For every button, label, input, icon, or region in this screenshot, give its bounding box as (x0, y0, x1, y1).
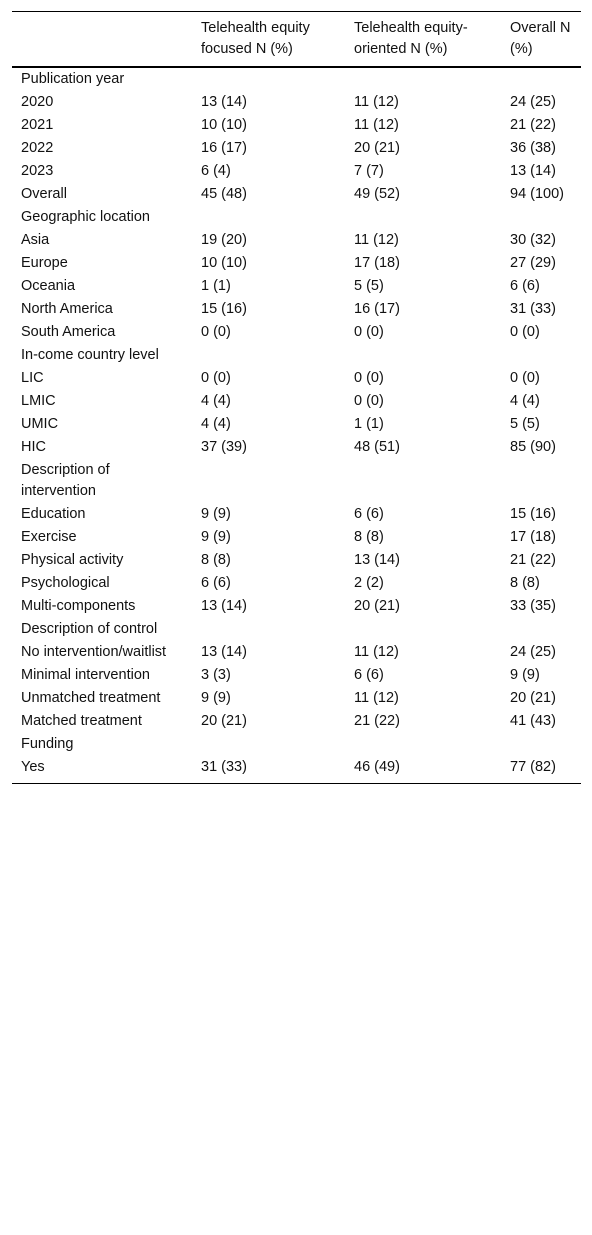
row-label-cell: Unmatched treatment (21, 690, 161, 706)
row-label-cell: 2021 (21, 117, 54, 133)
overall-value-cell: 27 (29) (510, 255, 556, 271)
overall-value-cell: 4 (4) (510, 393, 540, 409)
focused-value-cell: 9 (9) (201, 690, 231, 706)
section-label: Description of control (21, 621, 158, 637)
empty-cell (345, 206, 501, 229)
row-label-cell: Europe (21, 255, 68, 271)
focused-value-cell: 4 (4) (201, 416, 231, 432)
row-label-cell: 2022 (21, 140, 54, 156)
table-row (12, 756, 581, 784)
focused-value-cell: 13 (14) (201, 598, 247, 614)
empty-cell (345, 67, 501, 91)
table-body (12, 67, 581, 784)
focused-value-cell: 37 (39) (201, 439, 247, 455)
section-header-row (12, 67, 581, 91)
header-cell-overall: Overall N (%) (510, 20, 571, 57)
row-label-cell: Asia (21, 232, 50, 248)
focused-value-cell: 3 (3) (201, 667, 231, 683)
table-row (12, 436, 581, 459)
focused-value-cell: 0 (0) (201, 324, 231, 340)
section-header-row (12, 618, 581, 641)
focused-value-cell: 6 (6) (201, 575, 231, 591)
oriented-value-cell: 1 (1) (354, 416, 384, 432)
overall-value-cell: 85 (90) (510, 439, 556, 455)
oriented-value-cell: 11 (12) (354, 117, 399, 133)
focused-value-cell: 45 (48) (201, 186, 247, 202)
table-row (12, 390, 581, 413)
focused-value-cell: 13 (14) (201, 644, 247, 660)
table-row (12, 321, 581, 344)
oriented-value-cell: 13 (14) (354, 552, 400, 568)
row-label-cell: UMIC (21, 416, 59, 432)
empty-cell (192, 67, 345, 91)
section-header-row (12, 459, 581, 503)
overall-value-cell: 6 (6) (510, 278, 540, 294)
empty-cell (501, 206, 581, 229)
row-label-cell: Oceania (21, 278, 76, 294)
header-cell-focused: Telehealth equity focused N (%) (201, 20, 310, 57)
oriented-value-cell: 48 (51) (354, 439, 400, 455)
oriented-value-cell: 0 (0) (354, 393, 384, 409)
overall-value-cell: 5 (5) (510, 416, 540, 432)
empty-cell (501, 344, 581, 367)
section-label: Description of intervention (21, 462, 110, 499)
oriented-value-cell: 49 (52) (354, 186, 400, 202)
overall-value-cell: 21 (22) (510, 117, 556, 133)
row-label-cell: Psychological (21, 575, 110, 591)
table-row (12, 549, 581, 572)
section-header-row (12, 733, 581, 756)
table-row (12, 710, 581, 733)
focused-value-cell: 15 (16) (201, 301, 247, 317)
overall-value-cell: 13 (14) (510, 163, 556, 179)
oriented-value-cell: 20 (21) (354, 598, 400, 614)
row-label-cell: North America (21, 301, 113, 317)
overall-value-cell: 21 (22) (510, 552, 556, 568)
table-row (12, 367, 581, 390)
row-label-cell: 2020 (21, 94, 54, 110)
table-row (12, 137, 581, 160)
focused-value-cell: 1 (1) (201, 278, 231, 294)
header-cell-empty (12, 12, 192, 68)
overall-value-cell: 0 (0) (510, 370, 540, 386)
empty-cell (345, 459, 501, 503)
table-row (12, 572, 581, 595)
focused-value-cell: 31 (33) (201, 759, 247, 775)
row-label-cell: No intervention/waitlist (21, 644, 167, 660)
oriented-value-cell: 2 (2) (354, 575, 384, 591)
focused-value-cell: 4 (4) (201, 393, 231, 409)
overall-value-cell: 77 (82) (510, 759, 556, 775)
table-row (12, 275, 581, 298)
empty-cell (501, 67, 581, 91)
focused-value-cell: 9 (9) (201, 506, 231, 522)
row-label-cell: Education (21, 506, 86, 522)
oriented-value-cell: 17 (18) (354, 255, 400, 271)
section-label: Publication year (21, 71, 125, 87)
empty-cell (192, 459, 345, 503)
row-label-cell: Multi-components (21, 598, 136, 614)
table-row (12, 687, 581, 710)
section-label: In-come country level (21, 347, 159, 363)
overall-value-cell: 94 (100) (510, 186, 565, 202)
oriented-value-cell: 20 (21) (354, 140, 400, 156)
overall-value-cell: 33 (35) (510, 598, 556, 614)
section-header-row (12, 206, 581, 229)
focused-value-cell: 16 (17) (201, 140, 247, 156)
row-label-cell: Minimal intervention (21, 667, 150, 683)
oriented-value-cell: 0 (0) (354, 324, 384, 340)
table-row (12, 229, 581, 252)
focused-value-cell: 20 (21) (201, 713, 247, 729)
oriented-value-cell: 11 (12) (354, 94, 399, 110)
table-row (12, 503, 581, 526)
row-label-cell: Exercise (21, 529, 77, 545)
oriented-value-cell: 8 (8) (354, 529, 384, 545)
table-row (12, 91, 581, 114)
section-header-row (12, 344, 581, 367)
table-row (12, 595, 581, 618)
overall-value-cell: 36 (38) (510, 140, 556, 156)
overall-value-cell: 31 (33) (510, 301, 556, 317)
oriented-value-cell: 46 (49) (354, 759, 400, 775)
overall-value-cell: 15 (16) (510, 506, 556, 522)
oriented-value-cell: 11 (12) (354, 690, 399, 706)
oriented-value-cell: 7 (7) (354, 163, 384, 179)
section-label: Funding (21, 736, 74, 752)
table-row (12, 413, 581, 436)
oriented-value-cell: 11 (12) (354, 644, 399, 660)
table-row (12, 664, 581, 687)
row-label-cell: LIC (21, 370, 44, 386)
row-label-cell: South America (21, 324, 116, 340)
empty-cell (192, 733, 345, 756)
oriented-value-cell: 6 (6) (354, 506, 384, 522)
focused-value-cell: 8 (8) (201, 552, 231, 568)
overall-value-cell: 30 (32) (510, 232, 556, 248)
focused-value-cell: 9 (9) (201, 529, 231, 545)
oriented-value-cell: 5 (5) (354, 278, 384, 294)
overall-value-cell: 8 (8) (510, 575, 540, 591)
empty-cell (345, 344, 501, 367)
oriented-value-cell: 21 (22) (354, 713, 400, 729)
row-label-cell: Yes (21, 759, 45, 775)
focused-value-cell: 0 (0) (201, 370, 231, 386)
focused-value-cell: 10 (10) (201, 117, 247, 133)
empty-cell (345, 618, 501, 641)
focused-value-cell: 10 (10) (201, 255, 247, 271)
table-row (12, 252, 581, 275)
row-label-cell: LMIC (21, 393, 56, 409)
empty-cell (192, 344, 345, 367)
table-row (12, 526, 581, 549)
overall-value-cell: 24 (25) (510, 94, 556, 110)
overall-value-cell: 17 (18) (510, 529, 556, 545)
focused-value-cell: 19 (20) (201, 232, 247, 248)
row-label-cell: Physical activity (21, 552, 124, 568)
oriented-value-cell: 11 (12) (354, 232, 399, 248)
table-header (12, 12, 581, 68)
oriented-value-cell: 6 (6) (354, 667, 384, 683)
row-label-cell: Overall (21, 186, 67, 202)
empty-cell (501, 733, 581, 756)
table-row (12, 298, 581, 321)
focused-value-cell: 13 (14) (201, 94, 247, 110)
header-cell-oriented: Telehealth equity-oriented N (%) (354, 20, 468, 57)
overall-value-cell: 9 (9) (510, 667, 540, 683)
focused-value-cell: 6 (4) (201, 163, 231, 179)
row-label-cell: Matched treatment (21, 713, 142, 729)
oriented-value-cell: 16 (17) (354, 301, 400, 317)
header-row (12, 12, 581, 68)
row-label-cell: HIC (21, 439, 46, 455)
empty-cell (501, 618, 581, 641)
empty-cell (501, 459, 581, 503)
empty-cell (192, 618, 345, 641)
section-label: Geographic location (21, 209, 150, 225)
empty-cell (345, 733, 501, 756)
table-row (12, 160, 581, 183)
table-row (12, 114, 581, 137)
row-label-cell: 2023 (21, 163, 54, 179)
overall-value-cell: 0 (0) (510, 324, 540, 340)
table-row (12, 183, 581, 206)
characteristics-table (12, 11, 581, 784)
table-row (12, 641, 581, 664)
oriented-value-cell: 0 (0) (354, 370, 384, 386)
overall-value-cell: 41 (43) (510, 713, 556, 729)
empty-cell (192, 206, 345, 229)
overall-value-cell: 20 (21) (510, 690, 556, 706)
overall-value-cell: 24 (25) (510, 644, 556, 660)
